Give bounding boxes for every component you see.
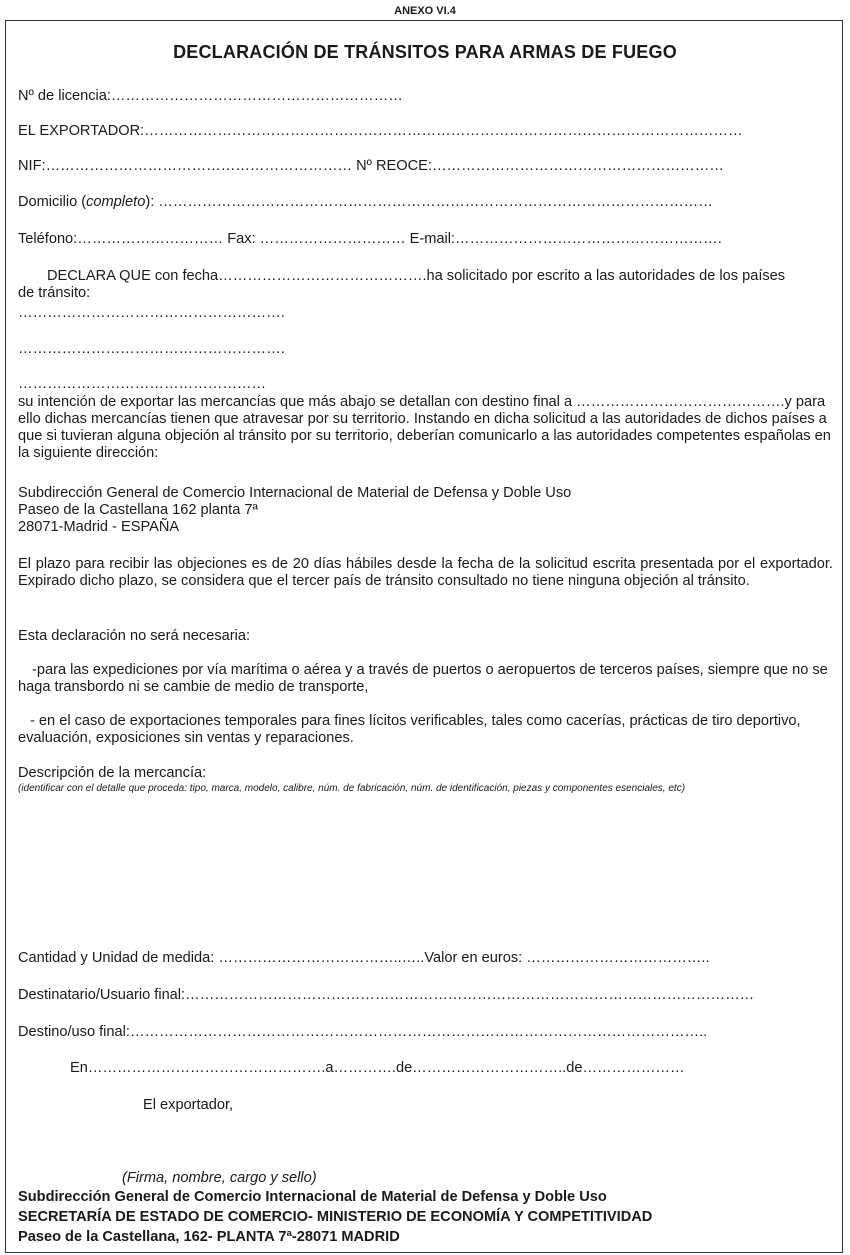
transit-country-2[interactable]: ………………………………………………. [18, 341, 285, 357]
descripcion-note: (identificar con el detalle que proceda: tipo, marca, modelo, calibre, núm. de fabricación, núm. de identificación, piezas y componentes esenciales, etc) [18, 783, 686, 794]
plazo-paragraph: El plazo para recibir las objeciones es de 20 días hábiles desde la fecha de la solicitud escrita presentada por el exportador. Expirado dicho plazo, se considera que el tercer país de tránsito consultado no tiene ninguna objeción al tránsito. [18, 556, 833, 589]
address-line1: Subdirección General de Comercio Internacional de Material de Defensa y Doble Uso [18, 485, 572, 501]
declara-line1: DECLARA QUE con fecha…………………………………….ha solicitado por escrito a las autoridades de los países [47, 268, 786, 284]
address-line3: 28071-Madrid - ESPAÑA [18, 519, 180, 535]
domicilio-suffix: ): …………………………………………………………………………………………………… [145, 194, 713, 210]
destino-field[interactable]: Destino/uso final:……………………………………………………………………………………………………….. [18, 1024, 708, 1040]
lugar-fecha-field[interactable]: En………………………………………….a………….de…………………………..de………………… [70, 1060, 685, 1076]
transit-country-3[interactable]: …………………………………………… [18, 376, 267, 392]
exportador-field[interactable]: EL EXPORTADOR:…………………………………………………………………………………………………………… [18, 123, 743, 139]
no-necesaria-label: Esta declaración no será necesaria: [18, 628, 251, 644]
licencia-field[interactable]: Nº de licencia:…………………………………………………… [18, 88, 403, 104]
descripcion-label: Descripción de la mercancía: [18, 765, 207, 781]
footer-line3: Paseo de la Castellana, 162- PLANTA 7ª-28071 MADRID [18, 1229, 400, 1245]
nif-reoce-field[interactable]: NIF:……………………………………………………… Nº REOCE:…………………………………………………… [18, 158, 724, 174]
declara-line2: de tránsito: [18, 285, 91, 301]
exception-1: -para las expediciones por vía marítima o aérea y a través de puertos o aeropuertos de terceros países, siempre que no se haga transbordo ni se cambie de medio de transporte, [18, 662, 828, 695]
domicilio-italic: completo [86, 194, 146, 210]
domicilio-prefix: Domicilio ( [18, 194, 87, 210]
destinatario-field[interactable]: Destinatario/Usuario final:……………………………………………………………………………………………………… [18, 987, 755, 1003]
form-title: DECLARACIÓN DE TRÁNSITOS PARA ARMAS DE FUEGO [173, 42, 677, 62]
address-line2: Paseo de la Castellana 162 planta 7ª [18, 502, 258, 518]
transit-country-1[interactable]: ………………………………………………. [18, 305, 285, 321]
firma-caption: (Firma, nombre, cargo y sello) [122, 1170, 317, 1186]
exportador-signature-label: El exportador, [143, 1097, 234, 1113]
domicilio-field[interactable] [18, 194, 713, 211]
intention-paragraph: su intención de exportar las mercancías que más abajo se detallan con destino final a …………………………………….y para ello dichas mercancías tienen que atravesar por su territorio. Instando en dicha solicitud a las autoridades de dichos países a que si tuvieran alguna objeción al tránsito por su territorio, deberían comunicarlo a las autoridades competentes españolas en la siguiente dirección: [18, 394, 831, 461]
footer-line1: Subdirección General de Comercio Internacional de Material de Defensa y Doble Uso [18, 1189, 607, 1205]
cantidad-valor-field[interactable]: Cantidad y Unidad de medida: ………………………………..…..Valor en euros: ……………………………….. [18, 950, 710, 966]
footer-line2: SECRETARÍA DE ESTADO DE COMERCIO- MINISTERIO DE ECONOMÍA Y COMPETITIVIDAD [18, 1209, 653, 1225]
exception-2: - en el caso de exportaciones temporales para fines lícitos verificables, tales como cacerías, prácticas de tiro deportivo, evaluación, exposiciones sin ventas y reparaciones. [18, 713, 801, 746]
annex-label: ANEXO VI.4 [394, 5, 456, 17]
telefono-fax-email-field[interactable]: Teléfono:………………………… Fax: ………………………… E-mail:………………………………………………. [18, 231, 722, 247]
